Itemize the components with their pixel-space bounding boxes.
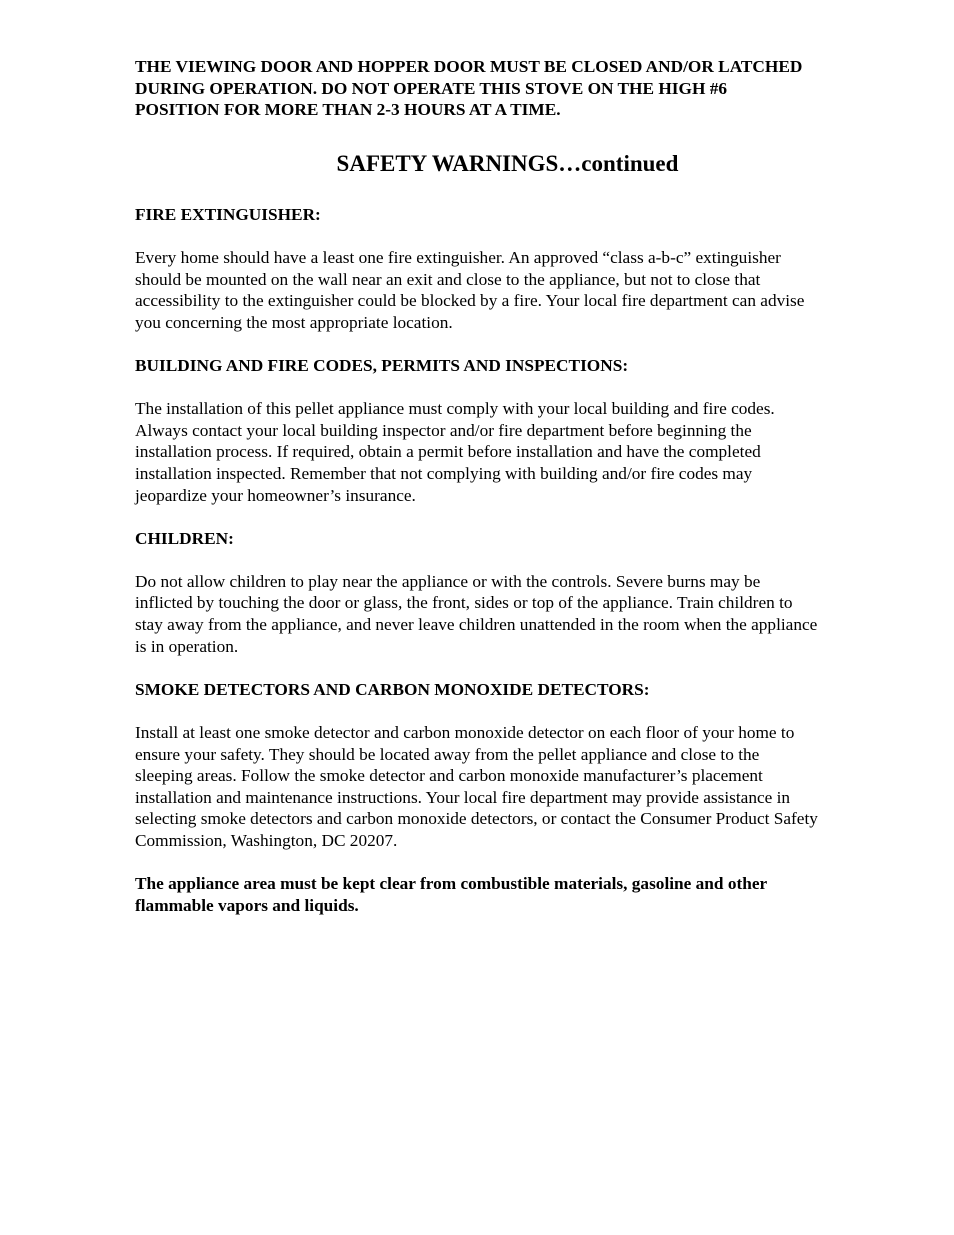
section-children [135, 528, 880, 658]
section-fire-extinguisher [135, 204, 880, 334]
page-title: SAFETY WARNINGS…continued [336, 150, 679, 176]
section-building-codes [135, 355, 880, 506]
section-heading: FIRE EXTINGUISHER: [135, 204, 321, 224]
document-page [135, 56, 880, 916]
closing-warning: The appliance area must be kept clear from combustible materials, gasoline and other flammable vapors and liquids. [135, 874, 768, 915]
section-detectors [135, 679, 880, 852]
top-warning: THE VIEWING DOOR AND HOPPER DOOR MUST BE CLOSED AND/OR LATCHED DURING OPERATION. DO NOT OPERATE THIS STOVE ON THE HIGH #6 POSITION FOR MORE THAN 2-3 HOURS AT A TIME. [135, 57, 803, 120]
section-body: Install at least one smoke detector and carbon monoxide detector on each floor of your home to ensure your safety. They should be located away from the pellet appliance and close to the sleeping areas. Follow the smoke detector and carbon monoxide manufacturer’s placement installation and maintenance instructions. Your local fire department may provide assistance in selecting smoke detectors and carbon monoxide detectors, or contact the Consumer Product Safety Commission, Washington, DC 20207. [135, 723, 818, 850]
section-heading: BUILDING AND FIRE CODES, PERMITS AND INSPECTIONS: [135, 355, 629, 375]
section-body: Do not allow children to play near the appliance or with the controls. Severe burns may be inflicted by touching the door or glass, the front, sides or top of the appliance. Train children to stay away from the appliance, and never leave children unattended in the room when the appliance is in operation. [135, 571, 818, 656]
section-heading: CHILDREN: [135, 528, 234, 548]
section-body: Every home should have a least one fire extinguisher. An approved “class a-b-c” extinguisher should be mounted on the wall near an exit and close to the appliance, but not to close that accessibility to the extinguisher could be blocked by a fire. Your local fire department can advise you concerning the most appropriate location. [135, 247, 805, 332]
section-body: The installation of this pellet appliance must comply with your local building and fire codes. Always contact your local building inspector and/or fire department before beginning the installation process. If required, obtain a permit before installation and have the completed installation inspected. Remember that not complying with building and/or fire codes may jeopardize your homeowner’s insurance. [135, 399, 775, 505]
section-heading: SMOKE DETECTORS AND CARBON MONOXIDE DETECTORS: [135, 679, 650, 699]
